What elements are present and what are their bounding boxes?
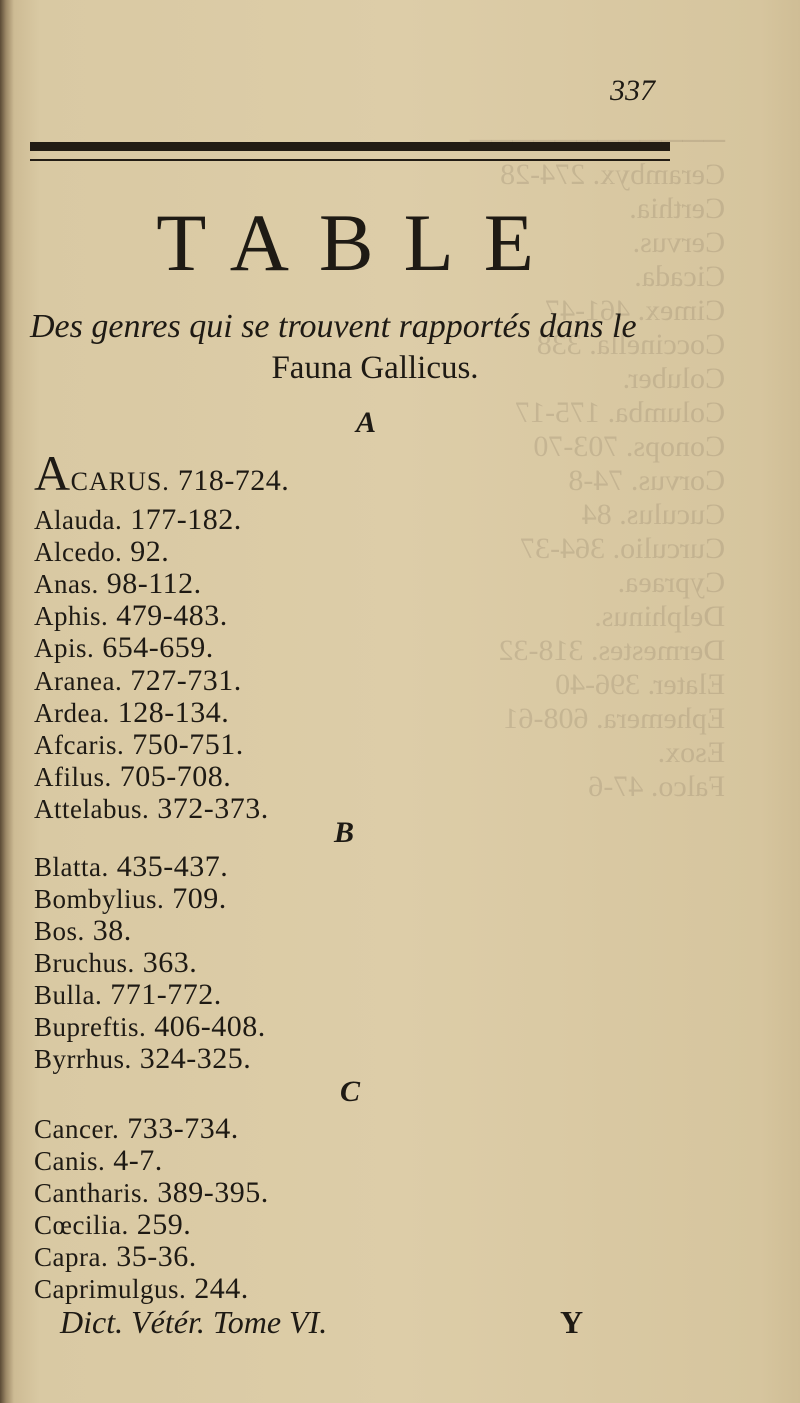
entry-name: Capra. <box>34 1242 109 1272</box>
entry-pages: 35-36. <box>116 1240 197 1273</box>
index-entry <box>34 535 169 569</box>
entry-pages: 718-724. <box>177 464 290 497</box>
entry-pages: 654-659. <box>102 631 214 664</box>
entry-name: Canis. <box>34 1146 106 1176</box>
entry-pages: 324-325. <box>139 1042 252 1075</box>
index-entry <box>34 631 214 665</box>
index-entry <box>34 728 244 762</box>
entry-pages: 363. <box>142 946 198 979</box>
page-title: TABLE <box>156 197 564 288</box>
index-entry <box>34 599 228 633</box>
index-entry <box>34 850 228 884</box>
entry-pages: 389-395. <box>157 1176 269 1209</box>
index-entry <box>34 1176 269 1210</box>
entry-name: Bos. <box>34 916 85 946</box>
index-entry <box>34 1144 163 1178</box>
entry-name: Afilus. <box>34 762 112 792</box>
index-entry <box>34 1208 191 1242</box>
entry-name: Cœcilia. <box>34 1210 129 1240</box>
index-entry <box>34 1010 266 1044</box>
index-entry <box>34 1042 251 1076</box>
index-entry <box>34 1272 249 1306</box>
footer-reference: Dict. Vétér. Tome VI. <box>60 1304 328 1340</box>
index-entry <box>34 664 242 698</box>
entry-name: Ardea. <box>34 698 110 728</box>
entry-name: Caprimulgus. <box>34 1274 187 1304</box>
entry-name: Aphis. <box>34 601 109 631</box>
entry-pages: 177-182. <box>130 503 242 536</box>
entry-name: Afcaris. <box>34 730 125 760</box>
entry-pages: 709. <box>172 882 227 915</box>
entry-pages: 479-483. <box>116 599 228 632</box>
subtitle-line-1: Des genres qui se trouvent rapportés dans le <box>30 308 637 345</box>
section-letter-b: B <box>334 816 355 849</box>
entry-name: Attelabus. <box>34 794 150 824</box>
header-rule-thin <box>30 159 670 161</box>
entry-name: Cancer. <box>34 1114 120 1144</box>
entry-name: Blatta. <box>34 852 109 882</box>
index-entry <box>34 1112 239 1146</box>
index-entry <box>34 946 197 980</box>
entry-pages: 98-112. <box>106 567 202 600</box>
drop-cap: A <box>34 445 71 501</box>
signature-mark: Y <box>560 1304 584 1340</box>
entry-pages: 750-751. <box>132 728 244 761</box>
entry-name: Bombylius. <box>34 884 165 914</box>
section-letter-a: A <box>356 406 377 439</box>
entry-name: Anas. <box>34 569 99 599</box>
entry-pages: 727-731. <box>130 664 242 697</box>
entry-name: Aranea. <box>34 666 123 696</box>
entry-pages: 771-772. <box>110 978 222 1011</box>
entry-name: Byrrhus. <box>34 1044 132 1074</box>
entry-name: Bupreftis. <box>34 1012 147 1042</box>
entry-name: CARUS. <box>70 467 170 496</box>
index-entry <box>34 567 202 601</box>
index-entry <box>34 792 269 826</box>
subtitle-line-2: Fauna Gallicus. <box>271 350 479 386</box>
page-number: 337 <box>610 74 655 107</box>
entry-pages: 92. <box>130 535 170 568</box>
entry-pages: 4-7. <box>113 1144 163 1177</box>
entry-name: Bruchus. <box>34 948 135 978</box>
entry-pages: 128-134. <box>117 696 230 729</box>
header-rule-thick <box>30 142 670 151</box>
entry-pages: 406-408. <box>154 1010 266 1043</box>
index-entry <box>34 445 290 501</box>
entry-name: Bulla. <box>34 980 103 1010</box>
entry-pages: 435-437. <box>116 850 229 883</box>
entry-pages: 705-708. <box>119 760 232 793</box>
entry-pages: 38. <box>92 914 132 947</box>
index-entry <box>34 503 242 537</box>
entry-pages: 259. <box>136 1208 192 1241</box>
index-entry <box>34 882 227 916</box>
entry-pages: 733-734. <box>127 1112 239 1145</box>
index-entry <box>34 696 229 730</box>
index-entry <box>34 978 222 1012</box>
index-entry <box>34 760 231 794</box>
entry-name: Apis. <box>34 633 95 663</box>
index-entry <box>34 914 132 948</box>
index-entry <box>34 1240 197 1274</box>
entry-name: Cantharis. <box>34 1178 150 1208</box>
entry-pages: 372-373. <box>157 792 269 825</box>
bleed-through-decoration: ──────────── Cerambyx. 274-28 Certhia. Cervus. Cicada. Cimex. 461-47 Coccinella. 338 Coluber. Columba. 175-17 Conops. 703-70 Corvus. 74-8 Cuculus. 84 Curculio. 364-37 Cypraea. Delphinus. Dermestes. 318-32 Elater. 396-40 Ephemera. 608-61 Esox. Falco. 47-6 <box>470 124 726 803</box>
entry-name: Alcedo. <box>34 537 123 567</box>
section-letter-c: C <box>340 1075 361 1108</box>
entry-pages: 244. <box>194 1272 249 1305</box>
entry-name: Alauda. <box>34 505 123 535</box>
